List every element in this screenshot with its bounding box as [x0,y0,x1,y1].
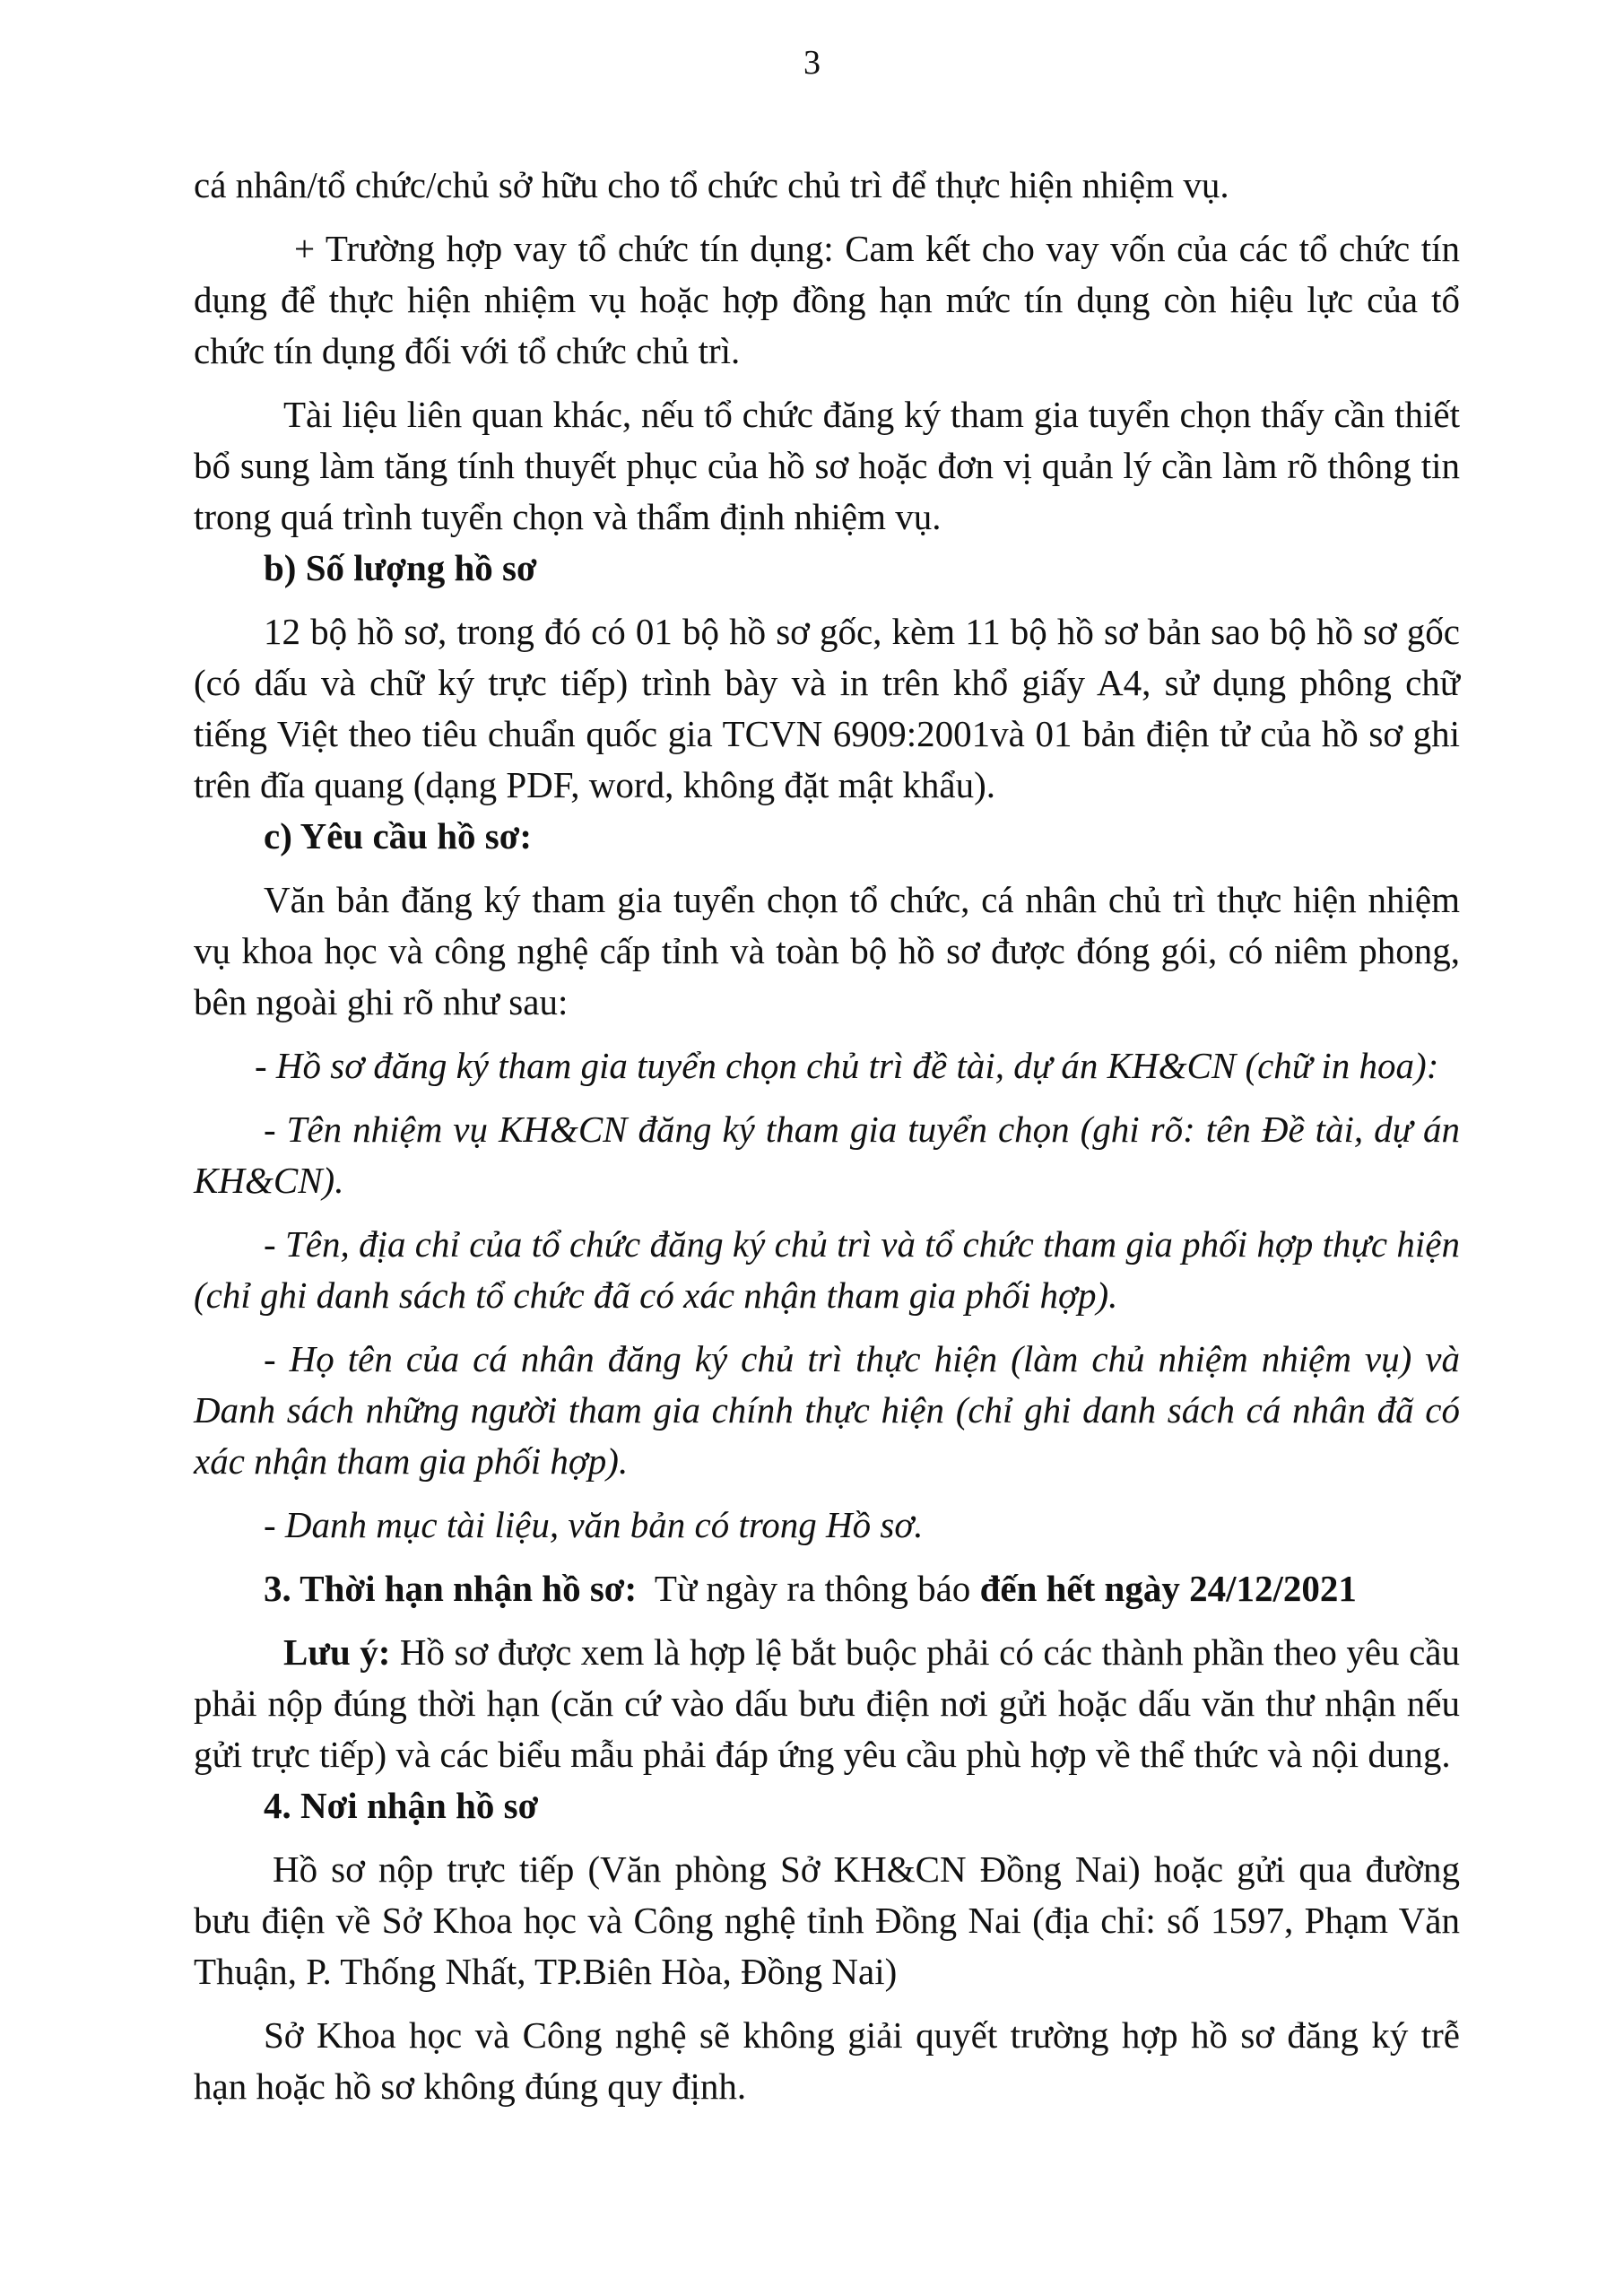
paragraph-requirements: Văn bản đăng ký tham gia tuyển chọn tổ chức, cá nhân chủ trì thực hiện nhiệm vụ khoa học và công nghệ cấp tỉnh và toàn bộ hồ sơ được đóng gói, có niêm phong, bên ngoài ghi rõ như sau: [194,879,1460,1022]
paragraph-quantity: 12 bộ hồ sơ, trong đó có 01 bộ hồ sơ gốc, kèm 11 bộ hồ sơ bản sao bộ hồ sơ gốc (có dấu và chữ ký trực tiếp) trình bày và in trên khổ giấy A4, sử dụng phông chữ tiếng Việt theo tiêu chuẩn quốc gia TCVN 6909:2001và 01 bản điện tử của hồ sơ ghi trên đĩa quang (dạng PDF, word, không đặt mật khẩu). [194,611,1460,805]
document-body [194,160,1460,2112]
paragraph-other-documents: Tài liệu liên quan khác, nếu tổ chức đăng ký tham gia tuyển chọn thấy cần thiết bổ sung làm tăng tính thuyết phục của hồ sơ hoặc đơn vị quản lý cần làm rõ thông tin trong quá trình tuyển chọn và thẩm định nhiệm vụ. [194,394,1460,537]
requirement-item-1: - Hồ sơ đăng ký tham gia tuyển chọn chủ trì đề tài, dự án KH&CN (chữ in hoa): [255,1045,1439,1086]
note-label: Lưu ý: [283,1631,391,1673]
heading-requirements: c) Yêu cầu hồ sơ: [264,815,533,857]
paragraph-note [194,1627,1460,1780]
heading-submission-place: 4. Nơi nhận hồ sơ [264,1785,539,1826]
requirement-item-3: - Tên, địa chỉ của tổ chức đăng ký chủ trì và tổ chức tham gia phối hợp thực hiện (chỉ ghi danh sách tổ chức đã có xác nhận tham gia phối hợp). [194,1223,1460,1316]
heading-quantity: b) Số lượng hồ sơ [264,547,537,588]
paragraph-credit-loan: + Trường hợp vay tổ chức tín dụng: Cam kết cho vay vốn của các tổ chức tín dụng để thực hiện nhiệm vụ hoặc hợp đồng hạn mức tín dụng còn hiệu lực của tổ chức tín dụng đối với tổ chức chủ trì. [194,228,1460,371]
paragraph-submission-place: Hồ sơ nộp trực tiếp (Văn phòng Sở KH&CN Đồng Nai) hoặc gửi qua đường bưu điện về Sở Khoa học và Công nghệ tỉnh Đồng Nai (địa chỉ: số 1597, Phạm Văn Thuận, P. Thống Nhất, TP.Biên Hòa, Đồng Nai) [194,1848,1460,1992]
deadline-label: 3. Thời hạn nhận hồ sơ: [264,1568,638,1609]
deadline-text: Từ ngày ra thông báo [637,1568,980,1609]
requirement-item-4: - Họ tên của cá nhân đăng ký chủ trì thực hiện (làm chủ nhiệm nhiệm vụ) và Danh sách những người tham gia chính thực hiện (chỉ ghi danh sách cá nhân đã có xác nhận tham gia phối hợp). [194,1338,1460,1482]
paragraph-late-submission: Sở Khoa học và Công nghệ sẽ không giải quyết trường hợp hồ sơ đăng ký trễ hạn hoặc hồ sơ không đúng quy định. [194,2014,1460,2107]
requirement-item-5: - Danh mục tài liệu, văn bản có trong Hồ sơ. [264,1504,924,1545]
paragraph-owner-commitment: cá nhân/tổ chức/chủ sở hữu cho tổ chức chủ trì để thực hiện nhiệm vụ. [194,164,1229,205]
note-text: Hồ sơ được xem là hợp lệ bắt buộc phải có các thành phần theo yêu cầu phải nộp đúng thời hạn (căn cứ vào dấu bưu điện nơi gửi hoặc dấu văn thư nhận nếu gửi trực tiếp) và các biểu mẫu phải đáp ứng yêu cầu phù hợp về thể thức và nội dung. [194,1631,1460,1775]
deadline-date: đến hết ngày 24/12/2021 [979,1568,1357,1609]
requirement-item-2: - Tên nhiệm vụ KH&CN đăng ký tham gia tuyển chọn (ghi rõ: tên Đề tài, dự án KH&CN). [194,1109,1460,1201]
page-number: 3 [803,44,821,82]
section-deadline [194,1563,1460,1614]
